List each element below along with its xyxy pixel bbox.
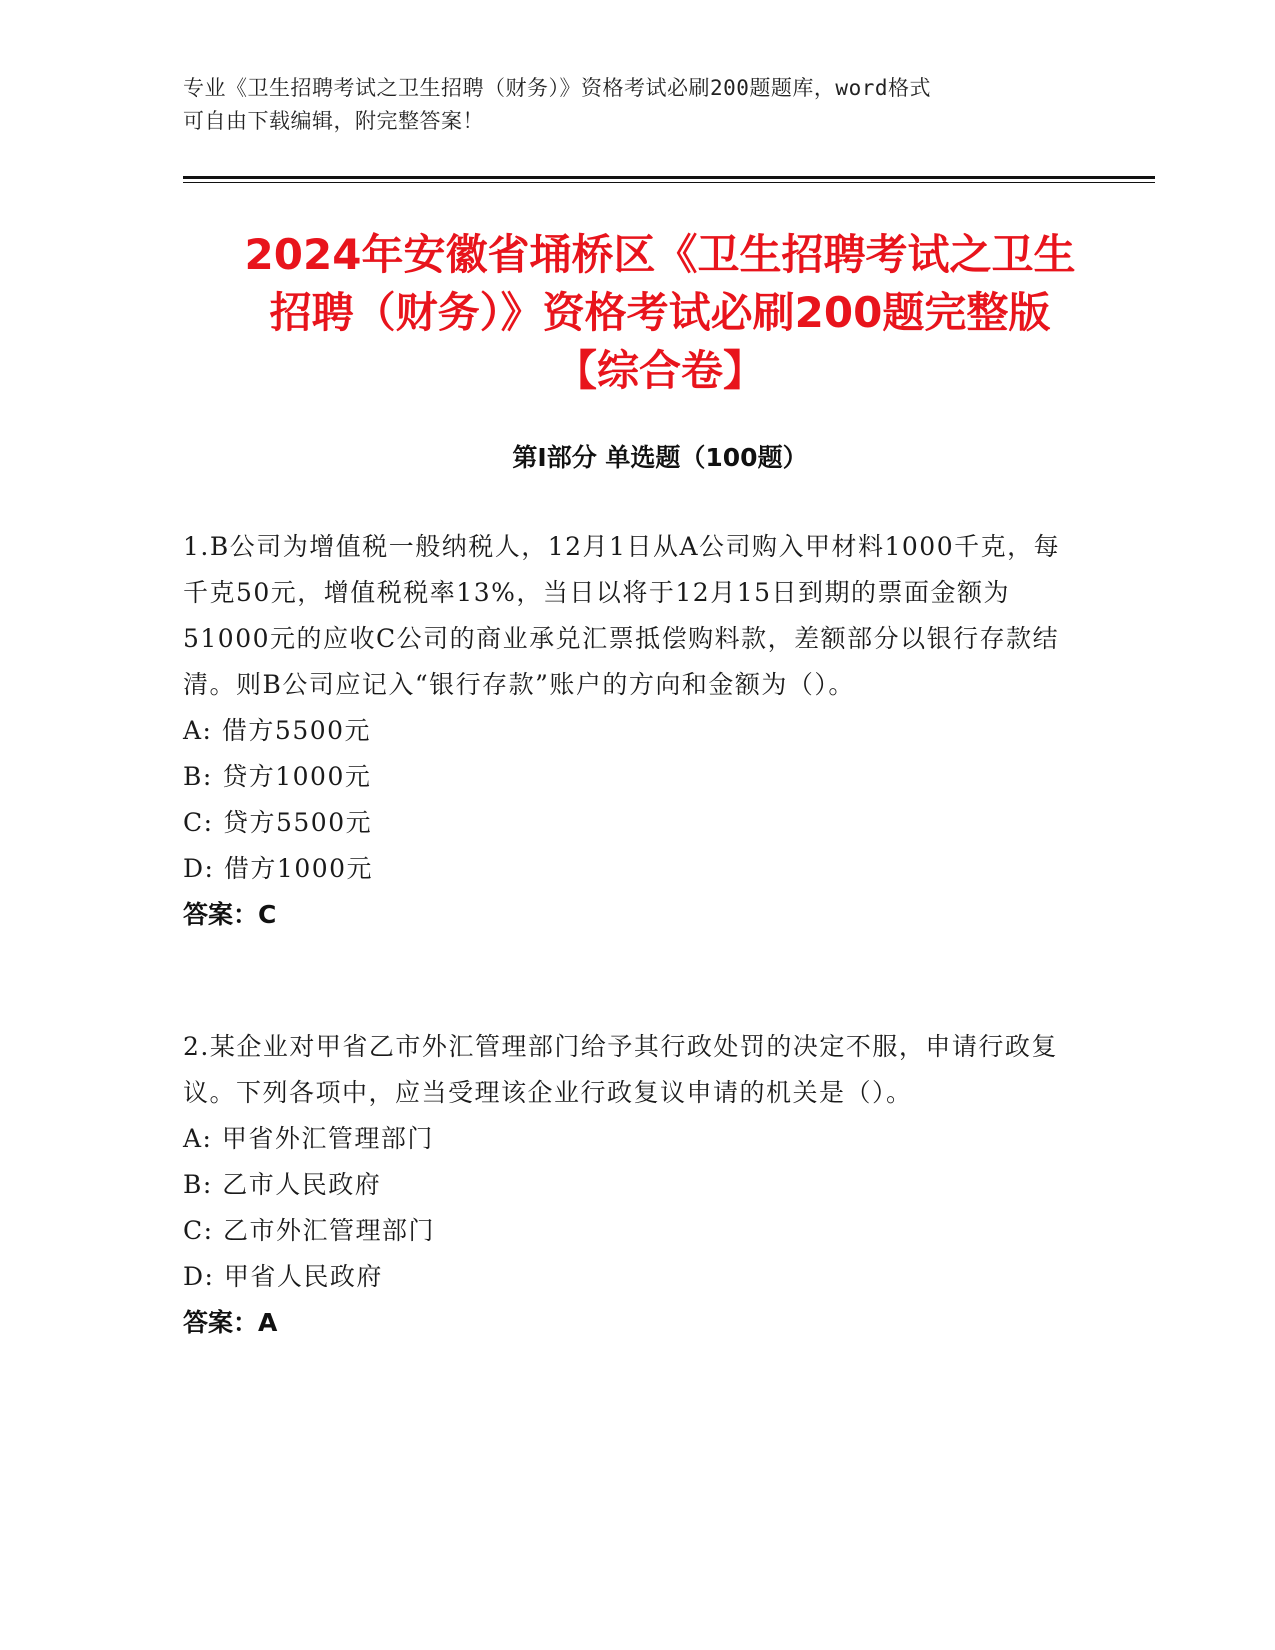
header-note-line-2: 可自由下载编辑，附完整答案！ <box>183 109 484 133</box>
question-2-answer: 答案：A <box>183 1308 278 1337</box>
header-note-line-1: 专业《卫生招聘考试之卫生招聘（财务）》资格考试必刷200题题库，word格式 <box>183 76 931 100</box>
question-1-option-b: B: 贷方1000元 <box>183 762 372 791</box>
question-2 <box>183 1024 1083 1346</box>
section-heading: 第I部分 单选题（100题） <box>512 443 808 472</box>
question-1-stem: 1.B公司为增值税一般纳税人，12月1日从A公司购入甲材料1000千克，每千克50元，增值税税率13%，当日以将于12月15日到期的票面金额为51000元的应收C公司的商业承兑汇票抵偿购料款，差额部分以银行存款结清。则B公司应记入“银行存款”账户的方向和金额为（）。 <box>183 532 1061 699</box>
header-note <box>183 72 1083 138</box>
document-title-line-2: 招聘（财务）》资格考试必刷200题完整版 <box>269 288 1051 337</box>
question-2-option-d: D: 甲省人民政府 <box>183 1262 383 1291</box>
question-1-option-d: D: 借方1000元 <box>183 854 374 883</box>
question-1 <box>183 524 1083 938</box>
document-title-line-3: 【综合卷】 <box>554 346 765 395</box>
document-title-line-1: 2024年安徽省埇桥区《卫生招聘考试之卫生 <box>244 230 1076 279</box>
question-2-option-c: C: 乙市外汇管理部门 <box>183 1216 435 1245</box>
header-divider-thin <box>183 182 1155 183</box>
question-2-stem: 2.某企业对甲省乙市外汇管理部门给予其行政处罚的决定不服，申请行政复议。下列各项中，应当受理该企业行政复议申请的机关是（）。 <box>183 1032 1058 1107</box>
question-1-option-a: A: 借方5500元 <box>183 716 372 745</box>
question-1-option-c: C: 贷方5500元 <box>183 808 373 837</box>
question-2-option-a: A: 甲省外汇管理部门 <box>183 1124 434 1153</box>
header-divider-thick <box>183 176 1155 179</box>
question-1-answer: 答案：C <box>183 900 277 929</box>
question-2-option-b: B: 乙市人民政府 <box>183 1170 382 1199</box>
document-title <box>160 226 1160 400</box>
